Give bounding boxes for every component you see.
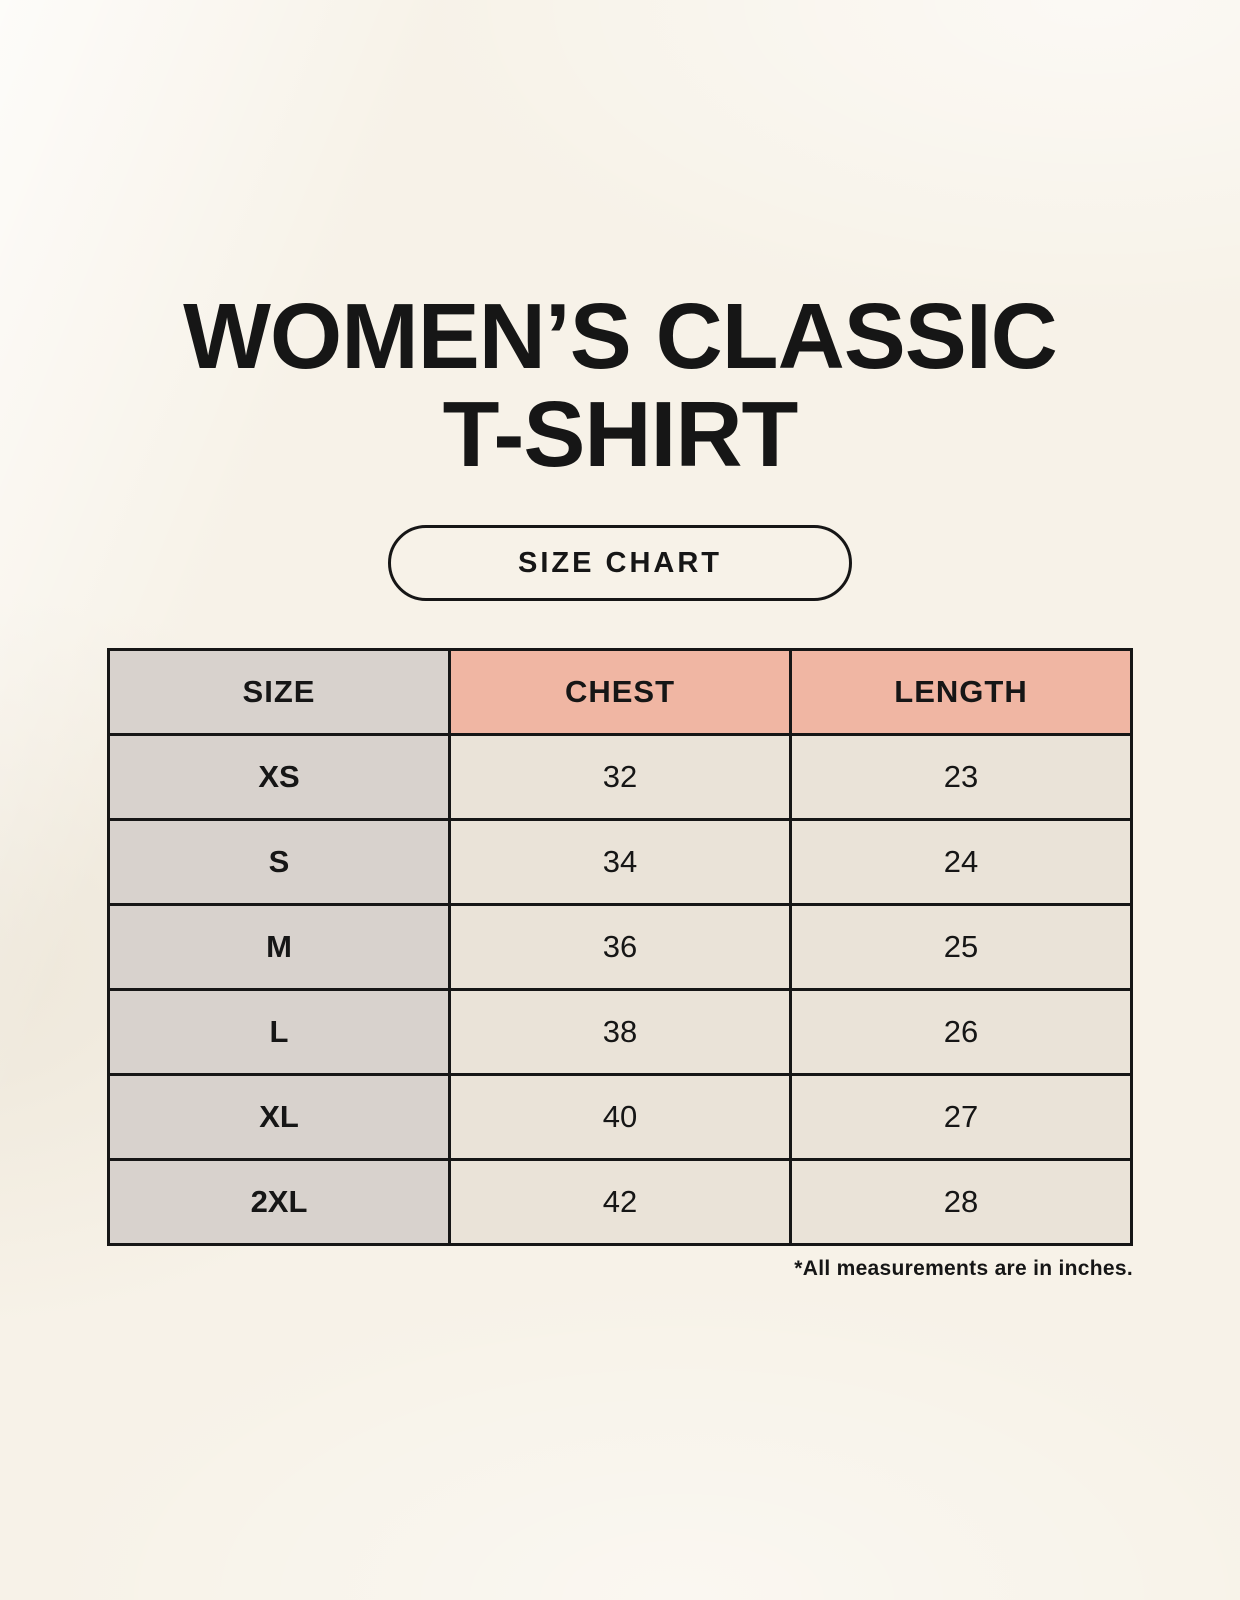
chest-cell: 42: [450, 1160, 791, 1245]
size-chart-badge-label: SIZE CHART: [518, 546, 722, 579]
length-cell: 23: [791, 735, 1132, 820]
chest-cell: 34: [450, 820, 791, 905]
length-cell: 25: [791, 905, 1132, 990]
page-title-line-2: T-SHIRT: [442, 381, 798, 486]
chest-cell: 36: [450, 905, 791, 990]
size-cell: 2XL: [109, 1160, 450, 1245]
chest-cell: 38: [450, 990, 791, 1075]
size-chart-table: [107, 648, 1133, 1246]
table-row: [109, 820, 1132, 905]
length-cell: 26: [791, 990, 1132, 1075]
chest-cell: 40: [450, 1075, 791, 1160]
measurements-footnote: *All measurements are in inches.: [794, 1257, 1133, 1281]
size-cell: S: [109, 820, 450, 905]
page-title-line-1: WOMEN’S CLASSIC: [183, 284, 1057, 388]
table-row: [109, 735, 1132, 820]
size-cell: M: [109, 905, 450, 990]
table-row: [109, 1160, 1132, 1245]
column-header-length: LENGTH: [791, 650, 1132, 735]
table-row: [109, 990, 1132, 1075]
column-header-chest: CHEST: [450, 650, 791, 735]
size-cell: XS: [109, 735, 450, 820]
length-cell: 28: [791, 1160, 1132, 1245]
size-chart-badge: [388, 525, 852, 601]
table-row: [109, 1075, 1132, 1160]
length-cell: 27: [791, 1075, 1132, 1160]
page-title: [0, 284, 1240, 486]
size-cell: L: [109, 990, 450, 1075]
column-header-size: SIZE: [109, 650, 450, 735]
table-header-row: [109, 650, 1132, 735]
length-cell: 24: [791, 820, 1132, 905]
chest-cell: 32: [450, 735, 791, 820]
table-row: [109, 905, 1132, 990]
size-cell: XL: [109, 1075, 450, 1160]
